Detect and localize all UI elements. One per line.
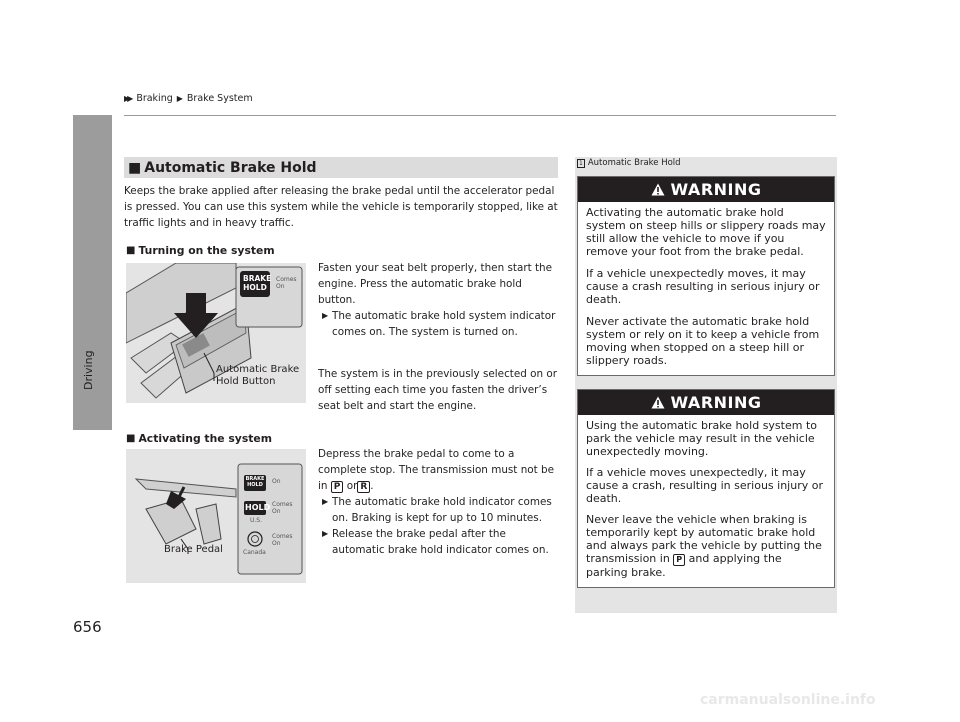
warning-box	[577, 389, 835, 588]
badge-line1: BRAKE	[243, 274, 272, 283]
bullet-arrow-icon: ▶	[322, 497, 329, 506]
warning-paragraph: Activating the automatic brake hold system on steep hills or slippery roads may still allow the vehicle to move if you remove your foot from the brake pedal.	[586, 206, 826, 258]
sidebar-title	[577, 158, 681, 168]
ind1-status: On	[272, 478, 281, 485]
key-p-icon: P	[331, 481, 344, 493]
warning-body	[578, 415, 834, 579]
warning-body	[578, 202, 834, 367]
sidebar-title-label: Automatic Brake Hold	[587, 158, 681, 168]
page-number: 656	[73, 618, 102, 636]
breadcrumb-item-brake-system[interactable]: Brake System	[186, 93, 253, 104]
ind3-status: Comes On	[272, 533, 293, 547]
brake-hold-badge	[243, 274, 272, 292]
breadcrumb-item-braking[interactable]: Braking	[136, 93, 173, 104]
activating-instruction	[318, 446, 558, 494]
turning-on-instruction: Fasten your seat belt properly, then start the engine. Press the automatic brake hold button.	[318, 262, 553, 306]
warning-box	[577, 176, 835, 376]
subheading-square-icon: ■	[126, 245, 136, 256]
ind1-line1: BRAKE	[245, 476, 265, 482]
warning-paragraph: Never activate the automatic brake hold system or rely on it to keep a vehicle from moving when stopped on a steep hill or slippery roads.	[586, 315, 820, 367]
turning-on-note: The system is in the previously selected on or off setting each time you fasten the driver’s seat belt and start the engine.	[318, 368, 558, 412]
warning-label: WARNING	[670, 180, 762, 199]
brake-pedal-figure	[126, 449, 306, 583]
subheading-turning-on-label: Turning on the system	[138, 244, 275, 257]
bullet-arrow-icon: ▶	[322, 529, 329, 538]
warning-header	[578, 390, 834, 415]
turning-on-text	[318, 260, 558, 340]
activating-text-or: or	[346, 480, 358, 492]
section-header	[124, 157, 558, 178]
badge-line2: HOLD	[243, 283, 267, 292]
warning-label: WARNING	[670, 393, 762, 412]
ind1-line2: HOLD	[247, 482, 263, 488]
warning-paragraph	[586, 513, 826, 579]
turning-on-bullet-text: The automatic brake hold system indicator comes on. The system is turned on.	[332, 310, 556, 338]
subheading-turning-on	[126, 244, 275, 257]
ind3-region: Canada	[243, 549, 266, 556]
subheading-activating	[126, 432, 272, 445]
activating-bullet	[318, 526, 558, 558]
activating-text-before: Depress the brake pedal to come to a complete stop. The transmission must not be in	[318, 448, 554, 492]
brake-hold-button-callout: Automatic Brake Hold Button	[216, 364, 300, 387]
breadcrumb	[124, 93, 253, 104]
chapter-tab-label: Driving	[82, 350, 95, 390]
activating-text-end: .	[370, 480, 374, 492]
activating-bullet-text: Release the brake pedal after the automatic brake hold indicator comes on.	[332, 528, 549, 556]
badge-status: Comes On	[276, 276, 297, 290]
activating-bullet-text: The automatic brake hold indicator comes on. Braking is kept for up to 10 minutes.	[332, 496, 552, 524]
bullet-arrow-icon: ▶	[322, 311, 329, 320]
indicator-brake-hold-badge	[245, 476, 265, 488]
key-p-icon: P	[673, 554, 685, 566]
activating-text	[318, 446, 558, 558]
breadcrumb-arrows-icon: ▶▶	[124, 94, 131, 103]
warning-paragraph: If a vehicle unexpectedly moves, it may cause a crash resulting in serious injury or death.	[586, 267, 820, 306]
indicator-hold-badge: HOLD	[245, 503, 271, 512]
warning-last-after: and applying the parking brake.	[586, 552, 782, 579]
brake-hold-button-figure	[126, 263, 306, 403]
ind2-region: U.S.	[250, 517, 263, 524]
warning-paragraph: If a vehicle moves unexpectedly, it may cause a crash, resulting in serious injury or death.	[586, 466, 823, 505]
key-r-icon: R	[357, 481, 370, 493]
subheading-activating-label: Activating the system	[138, 432, 272, 445]
subheading-square-icon: ■	[126, 433, 136, 444]
header-rule	[124, 115, 836, 116]
turning-on-bullet	[318, 308, 558, 340]
pedal-illustration	[126, 449, 306, 583]
section-title: Automatic Brake Hold	[144, 159, 317, 176]
brake-pedal-callout: Brake Pedal	[164, 544, 223, 555]
section-square-icon: ■	[128, 159, 142, 176]
warning-paragraph: Using the automatic brake hold system to park the vehicle may result in the vehicle unexpectedly moving.	[586, 419, 817, 458]
reference-number-icon: 1	[579, 159, 583, 167]
breadcrumb-arrow-icon: ▶	[176, 94, 183, 103]
activating-bullet	[318, 494, 558, 526]
warning-header	[578, 177, 834, 202]
watermark: carmanualsonline.info	[700, 692, 876, 708]
section-intro: Keeps the brake applied after releasing the brake pedal until the accelerator pedal is pressed. You can use this system while the vehicle is temporarily stopped, like at traffic lights and in heavy traffic.	[124, 185, 558, 229]
warning-triangle-icon	[651, 183, 665, 196]
warning-triangle-icon	[651, 396, 665, 409]
warning-last-before: Never leave the vehicle when braking is temporarily kept by automatic brake hold and always park the vehicle by putting the transmission in	[586, 513, 822, 565]
ind2-status: Comes On	[272, 501, 293, 515]
